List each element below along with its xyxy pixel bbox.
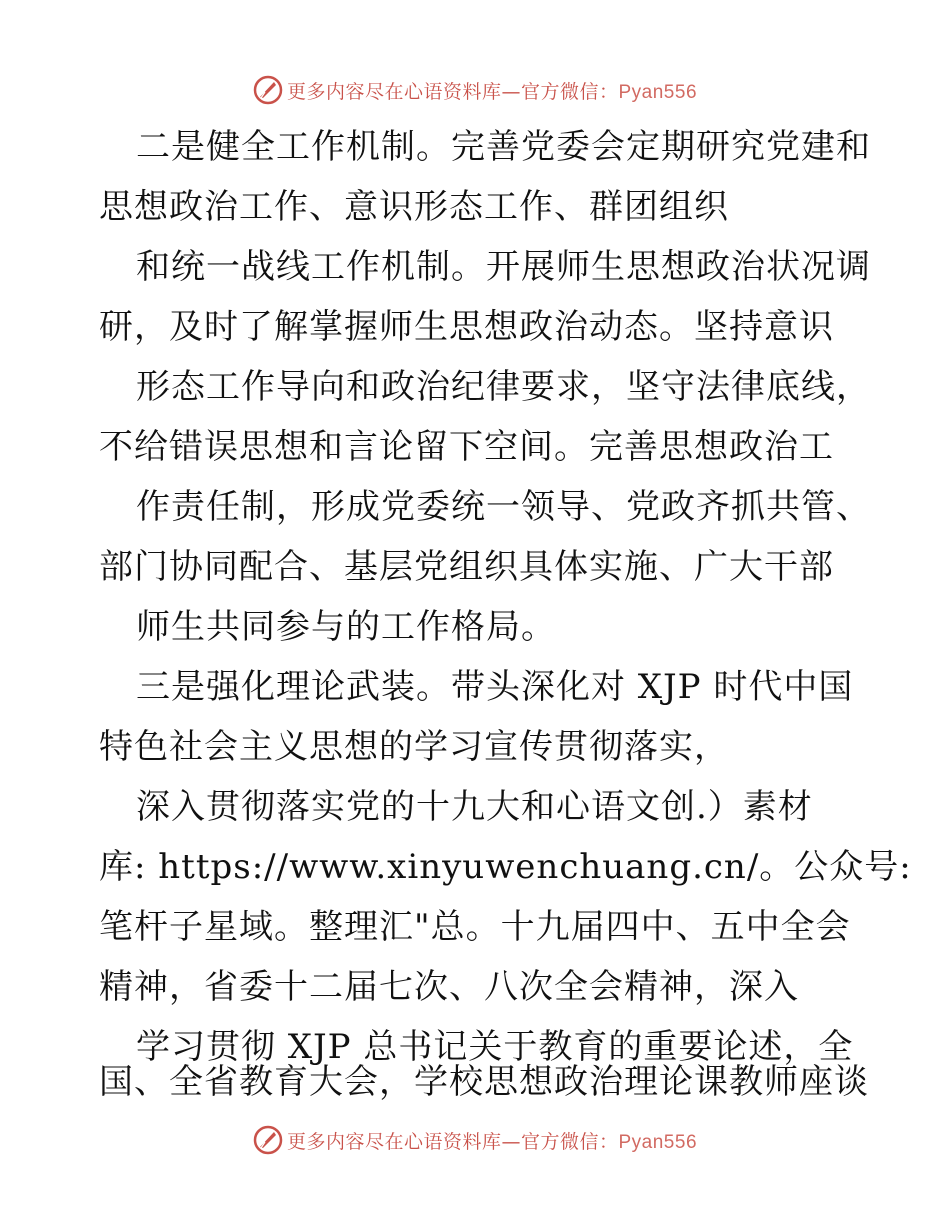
header-banner-text: 更多内容尽在心语资料库—官方微信：Pyan556	[286, 80, 698, 103]
body-line: 二是健全工作机制。完善党委会定期研究党建和	[136, 127, 871, 167]
body-line: 思想政治工作、意识形态工作、群团组织	[99, 187, 729, 227]
body-line: 师生共同参与的工作格局。	[136, 607, 556, 647]
quill-logo-icon	[253, 1125, 283, 1155]
body-line: 精神，省委十二届七次、八次全会精神，深入	[99, 967, 799, 1007]
body-line: 笔杆子星域。整理汇"总。十九届四中、五中全会	[99, 907, 851, 947]
body-line: 学习贯彻 XJP 总书记关于教育的重要论述，全	[136, 1027, 854, 1067]
footer-banner-text: 更多内容尽在心语资料库—官方微信：Pyan556	[286, 1130, 698, 1153]
body-line: 和统一战线工作机制。开展师生思想政治状况调	[136, 247, 871, 287]
body-line: 深入贯彻落实党的十九大和心语文创.）素材	[136, 787, 813, 827]
body-line: 部门协同配合、基层党组织具体实施、广大干部	[99, 547, 834, 587]
body-line: 三是强化理论武装。带头深化对 XJP 时代中国	[136, 667, 854, 707]
body-line: 库: https://www.xinyuwenchuang.cn/。公众号:	[99, 847, 912, 887]
body-line: 不给错误思想和言论留下空间。完善思想政治工	[99, 427, 834, 467]
body-line: 形态工作导向和政治纪律要求，坚守法律底线，	[136, 367, 871, 407]
footer-banner	[0, 1122, 950, 1158]
body-line: 作责任制，形成党委统一领导、党政齐抓共管、	[136, 487, 871, 527]
body-line: 国、全省教育大会，学校思想政治理论课教师座谈	[99, 1062, 869, 1102]
body-line: 特色社会主义思想的学习宣传贯彻落实，	[99, 727, 729, 767]
body-line: 研，及时了解掌握师生思想政治动态。坚持意识	[99, 307, 834, 347]
